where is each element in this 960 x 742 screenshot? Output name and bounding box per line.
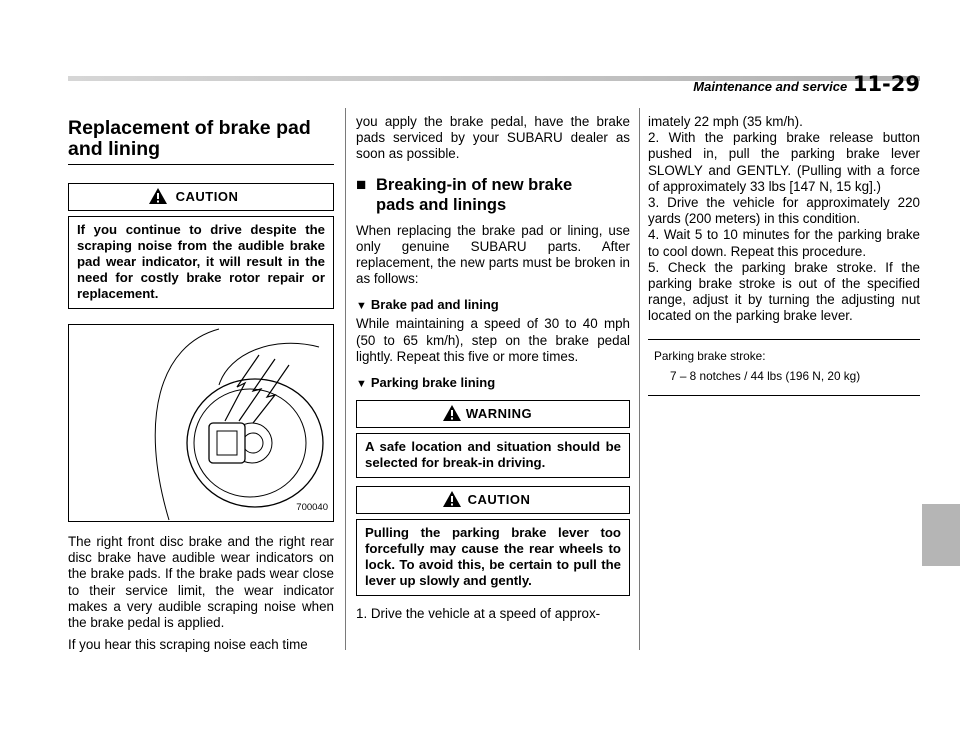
note-label: Parking brake stroke: — [654, 348, 766, 363]
figure-id: 700040 — [296, 502, 328, 513]
caution-header — [68, 183, 334, 211]
warning-triangle-icon — [149, 188, 167, 204]
page-title: Replacement of brake pad and lining — [68, 118, 334, 165]
section-name: Maintenance and service — [693, 79, 848, 94]
page-number: 11-29 — [852, 72, 920, 96]
caution-box — [68, 183, 334, 309]
section-heading: ■ Breaking-in of new brake pads and linings — [356, 174, 573, 214]
column-2 — [356, 114, 630, 628]
caution-text: If you continue to drive despite the scraping noise from the audible brake pad wear indicator, it will result in the need for costly brake rotor repair or replacement. — [68, 216, 334, 309]
body-paragraph: When replacing the brake pad or lining, use only genuine SUBARU parts. After replacement, the new parts must be broken in as follows: — [356, 222, 630, 287]
subheading: ▼ Parking brake lining — [356, 375, 496, 391]
subheading: ▼ Brake pad and lining — [356, 297, 499, 313]
step-1-continued: imately 22 mph (35 km/h). — [648, 114, 803, 129]
warning-text: A safe location and situation should be selected for break-in driving. — [356, 433, 630, 478]
chapter-tab — [922, 504, 960, 566]
body-paragraph: If you hear this scraping noise each time — [68, 637, 308, 653]
caution-label: CAUTION — [467, 492, 531, 508]
step-3: 3. Drive the vehicle for approximately 220 yards (200 meters) in this condition. — [648, 195, 920, 227]
page-header — [693, 72, 920, 96]
step-4: 4. Wait 5 to 10 minutes for the parking brake to cool down. Repeat this procedure. — [648, 227, 920, 259]
triangle-bullet-icon: ▼ — [356, 300, 367, 313]
warning-label: WARNING — [465, 406, 533, 422]
step-5: 5. Check the parking brake stroke. If the parking brake stroke is out of the specified range, adjust it by turning the adjusting nut located on the parking brake lever. — [648, 259, 920, 324]
caution-box — [356, 486, 630, 596]
step-2: 2. With the parking brake release button pushed in, pull the parking brake lever SLOWLY and GENTLY. (Pulling with a force of approximately 33 lbs [147 N, 15 kg].) — [648, 130, 920, 194]
column-divider — [345, 108, 346, 650]
body-paragraph: The right front disc brake and the right rear disc brake have audible wear indicators on the brake pads. If the brake pads wear close to their service limit, the wear indicator makes a very audible scraping noise when the brake pedal is applied. — [68, 534, 334, 631]
note-value: 7 – 8 notches / 44 lbs (196 N, 20 kg) — [670, 368, 861, 383]
disc-brake-drawing — [69, 325, 333, 521]
warning-triangle-icon — [443, 405, 461, 421]
body-paragraph: While maintaining a speed of 30 to 40 mph (50 to 65 km/h), step on the brake pedal lightly. Repeat this five or more times. — [356, 316, 630, 364]
column-1 — [68, 118, 334, 659]
caution-header — [356, 486, 630, 514]
spec-note — [648, 339, 920, 396]
column-3 — [648, 114, 920, 396]
square-bullet-icon: ■ — [356, 174, 367, 194]
caution-label: CAUTION — [175, 189, 239, 204]
column-divider — [639, 108, 640, 650]
brake-illustration — [68, 324, 334, 522]
warning-header — [356, 400, 630, 428]
caution-text: Pulling the parking brake lever too forcefully may cause the rear wheels to lock. To avoid this, be certain to pull the lever up slowly and gently. — [356, 519, 630, 596]
body-paragraph: you apply the brake pedal, have the brake pads serviced by your SUBARU dealer as soon as possible. — [356, 114, 630, 162]
warning-box — [356, 400, 630, 478]
warning-triangle-icon — [443, 491, 461, 507]
triangle-bullet-icon: ▼ — [356, 378, 367, 391]
step-1: 1. Drive the vehicle at a speed of approx- — [356, 606, 601, 622]
